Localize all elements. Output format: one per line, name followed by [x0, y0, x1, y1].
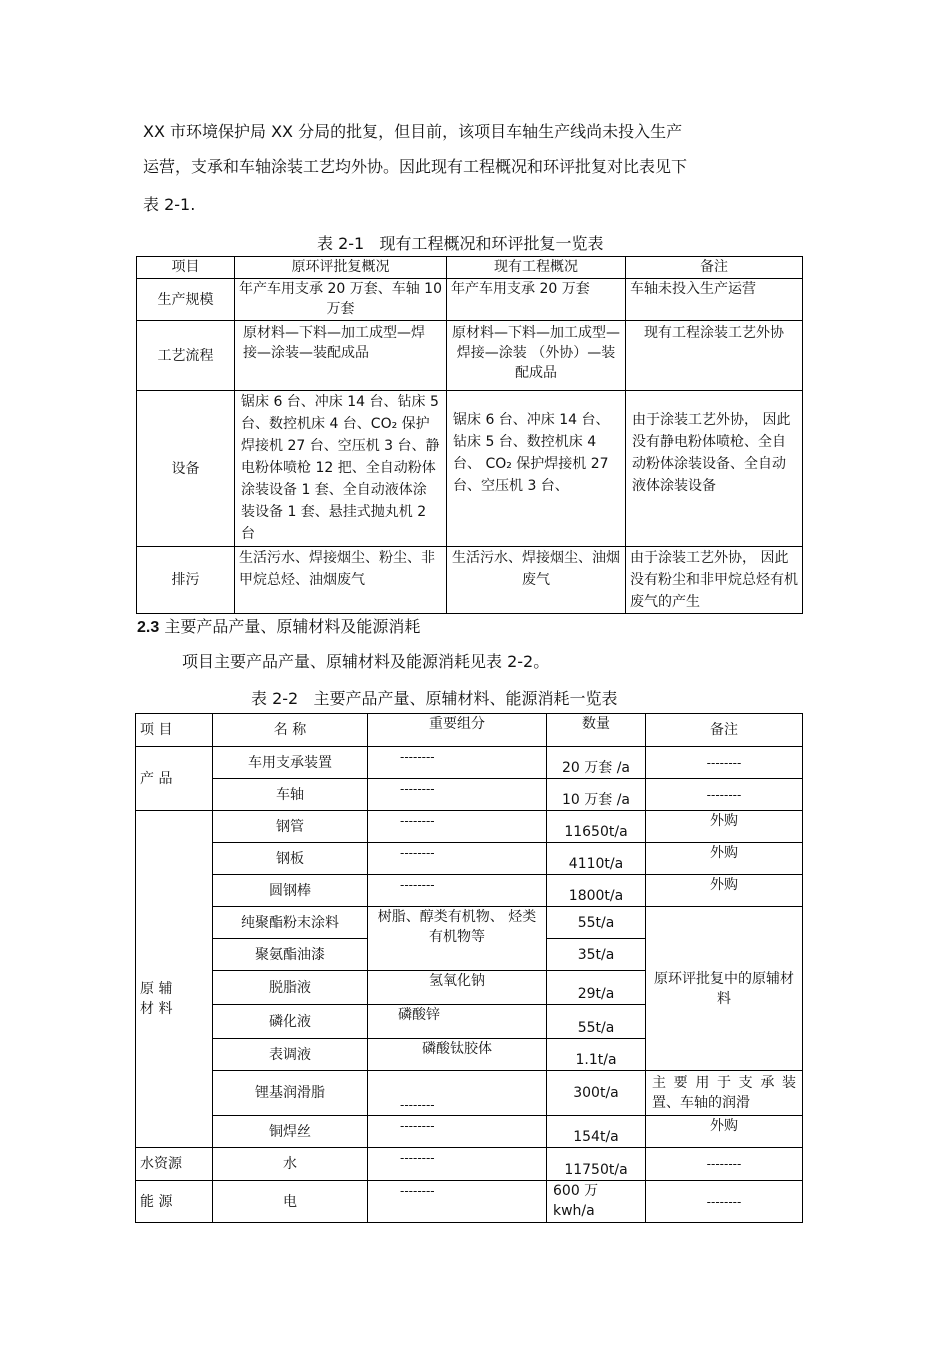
row-now: 生活污水、焊接烟尘、油烟废气: [447, 547, 626, 614]
section-text: 项目主要产品产量、原辅材料及能源消耗见表 2-2。: [182, 652, 550, 671]
row-name: 纯聚酯粉末涂料: [213, 907, 368, 939]
row-note: --------: [646, 1148, 803, 1181]
table2-caption-num: 表 2-2: [251, 689, 299, 708]
table-row: [137, 391, 803, 547]
row-comp: --------: [368, 811, 547, 843]
row-qty: 29t/a: [547, 971, 646, 1005]
row-comp: --------: [368, 1071, 547, 1116]
table2-header-qty: 数量: [547, 714, 646, 747]
row-note: 外购: [646, 843, 803, 875]
row-name: 钢管: [213, 811, 368, 843]
row-qty: 55t/a: [547, 1005, 646, 1039]
table-2-1: [136, 256, 803, 614]
row-orig: 生活污水、焊接烟尘、粉尘、非甲烷总烃、油烟废气: [235, 547, 447, 614]
row-qty: 300t/a: [547, 1071, 646, 1116]
row-comp: --------: [368, 1116, 547, 1148]
row-note: 外购: [646, 875, 803, 907]
row-comp: --------: [368, 875, 547, 907]
row-name: 车用支承装置: [213, 747, 368, 779]
group-energy: 能 源: [136, 1181, 213, 1223]
intro-line-1: XX 市环境保护局 XX 分局的批复，但目前，该项目车轴生产线尚未投入生产: [143, 122, 683, 141]
row-name: 铜焊丝: [213, 1116, 368, 1148]
row-item: 生产规模: [137, 279, 235, 321]
row-item: 设备: [137, 391, 235, 547]
row-comp: 磷酸钛胶体: [368, 1039, 547, 1071]
table-row: [136, 875, 803, 907]
table2-caption-text: 主要产品产量、原辅材料、能源消耗一览表: [313, 689, 618, 708]
table1-header-now: 现有工程概况: [447, 257, 626, 279]
row-note: --------: [646, 747, 803, 779]
section-title: 主要产品产量、原辅材料及能源消耗: [164, 617, 421, 636]
group-product: 产 品: [136, 747, 213, 811]
row-note: --------: [646, 1181, 803, 1223]
row-comp: 磷酸锌: [368, 1005, 547, 1039]
table-2-2: [135, 713, 803, 1223]
row-name: 锂基润滑脂: [213, 1071, 368, 1116]
row-qty: 11650t/a: [547, 811, 646, 843]
row-name: 表调液: [213, 1039, 368, 1071]
row-note: 外购: [646, 811, 803, 843]
row-qty: 154t/a: [547, 1116, 646, 1148]
intro-line-2: 运营，支承和车轴涂装工艺均外协。因此现有工程概况和环评批复对比表见下: [143, 157, 688, 176]
row-note: 车轴未投入生产运营: [626, 279, 803, 321]
row-note: --------: [646, 779, 803, 811]
table-row: [136, 747, 803, 779]
row-name: 电: [213, 1181, 368, 1223]
table1-header-item: 项目: [137, 257, 235, 279]
row-now: 锯床 6 台、冲床 14 台、钻床 5 台、数控机床 4 台、 CO₂ 保护焊接机 27 台、空压机 3 台、: [447, 391, 626, 547]
table-row: [136, 843, 803, 875]
row-orig: 原材料—下料—加工成型—焊接—涂装—装配成品: [235, 321, 447, 391]
row-now: 年产车用支承 20 万套: [447, 279, 626, 321]
row-note: 主 要 用 于 支 承 装 置、车轴的润滑: [646, 1071, 803, 1116]
row-qty: 20 万套 /a: [547, 747, 646, 779]
table-row: [136, 779, 803, 811]
section-number: 2.3: [137, 619, 160, 636]
table2-header-item: 项 目: [136, 714, 213, 747]
table1-header-row: [137, 257, 803, 279]
row-name: 钢板: [213, 843, 368, 875]
table1-caption-text: 现有工程概况和环评批复一览表: [379, 234, 604, 253]
table-row: [136, 811, 803, 843]
table-row: [137, 321, 803, 391]
table-row: [136, 1148, 803, 1181]
row-item: 工艺流程: [137, 321, 235, 391]
table2-header-row: [136, 714, 803, 747]
table1-header-note: 备注: [626, 257, 803, 279]
row-note: 外购: [646, 1116, 803, 1148]
group-raw: 原 辅 材 料: [136, 811, 213, 1148]
table-row: [137, 547, 803, 614]
row-comp: 树脂、醇类有机物、 烃类有机物等: [368, 907, 547, 971]
intro-line-3: 表 2-1.: [143, 195, 196, 214]
row-comp: --------: [368, 1148, 547, 1181]
row-name: 车轴: [213, 779, 368, 811]
row-item: 排污: [137, 547, 235, 614]
table2-caption: [251, 686, 618, 709]
row-name: 磷化液: [213, 1005, 368, 1039]
section-heading: [137, 614, 420, 637]
table1-caption: [317, 231, 604, 254]
row-orig: 锯床 6 台、冲床 14 台、钻床 5 台、数控机床 4 台、CO₂ 保护焊接机 27 台、空压机 3 台、静电粉体喷枪 12 把、全自动粉体涂装设备 1 套、全自动液体涂装设备 1 套、悬挂式抛丸机 2 台: [235, 391, 447, 547]
table2-header-name: 名 称: [213, 714, 368, 747]
table-row: [136, 1116, 803, 1148]
row-qty: 600 万 kwh/a: [547, 1181, 646, 1223]
row-qty: 35t/a: [547, 939, 646, 971]
row-qty: 10 万套 /a: [547, 779, 646, 811]
row-name: 水: [213, 1148, 368, 1181]
row-qty: 11750t/a: [547, 1148, 646, 1181]
row-note: 原环评批复中的原辅材料: [646, 907, 803, 1071]
row-qty: 1.1t/a: [547, 1039, 646, 1071]
row-note: 由于涂装工艺外协， 因此没有粉尘和非甲烷总烃有机废气的产生: [626, 547, 803, 614]
table2-header-comp: 重要组分: [368, 714, 547, 747]
row-comp: --------: [368, 1181, 547, 1223]
table2-header-note: 备注: [646, 714, 803, 747]
row-name: 圆钢棒: [213, 875, 368, 907]
row-comp: --------: [368, 779, 547, 811]
row-orig: 年产车用支承 20 万套、车轴 10 万套: [235, 279, 447, 321]
row-note: 由于涂装工艺外协， 因此没有静电粉体喷枪、全自动粉体涂装设备、全自动液体涂装设备: [626, 391, 803, 547]
row-name: 聚氨酯油漆: [213, 939, 368, 971]
row-comp: 氢氧化钠: [368, 971, 547, 1005]
row-now: 原材料—下料—加工成型—焊接—涂装 （外协）—装配成品: [447, 321, 626, 391]
table-row: [136, 1071, 803, 1116]
group-water: 水资源: [136, 1148, 213, 1181]
table1-caption-num: 表 2-1: [317, 234, 365, 253]
row-qty: 55t/a: [547, 907, 646, 939]
row-comp: --------: [368, 843, 547, 875]
table-row: [136, 907, 803, 939]
row-qty: 4110t/a: [547, 843, 646, 875]
row-comp: --------: [368, 747, 547, 779]
row-note: 现有工程涂装工艺外协: [626, 321, 803, 391]
table1-header-orig: 原环评批复概况: [235, 257, 447, 279]
row-name: 脱脂液: [213, 971, 368, 1005]
table-row: [136, 1181, 803, 1223]
row-qty: 1800t/a: [547, 875, 646, 907]
table-row: [137, 279, 803, 321]
